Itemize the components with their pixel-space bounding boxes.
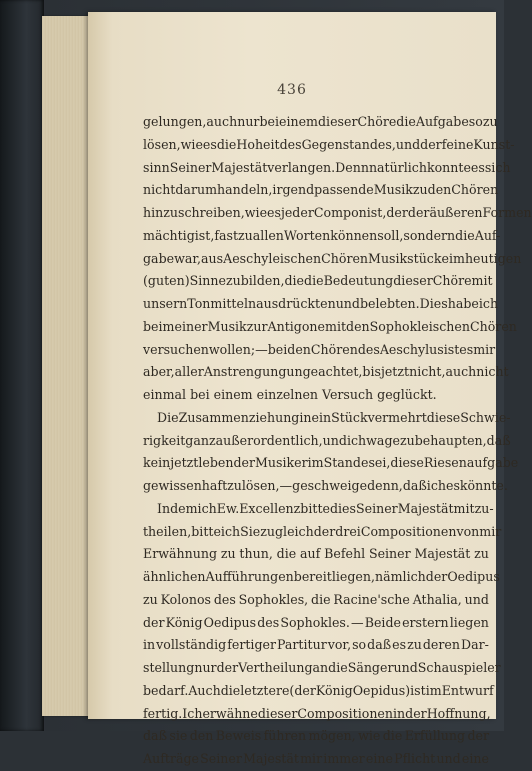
text-line: gelungen, auch nur bei einem dieser Chöre die Aufgabe so zu bbox=[143, 114, 498, 129]
text-line: zu Kolonos des Sophokles, die Racine'sche Athalia, und bbox=[143, 591, 489, 607]
text-line: theilen, bitte ich Sie zugleich der drei Compositionen von mir bbox=[143, 523, 502, 539]
text-line: Aufträge Seiner Majestät mir immer eine Pflicht und eine bbox=[143, 751, 489, 766]
text-line: nicht darum handeln, irgend passende Musik zu den Chören bbox=[143, 182, 499, 198]
text-line: sinn Seiner Majestät verlangen. Denn natürlich konnte es sich bbox=[143, 159, 511, 175]
text-line: aber, aller Anstrengung ungeachtet, bis jetzt nicht, auch nicht bbox=[143, 364, 509, 380]
text-line: bedarf. Auch die letztere (der König Oepidus) ist im Entwurf bbox=[143, 682, 494, 698]
text-line: Erwähnung zu thun, die auf Befehl Seiner Majestät zu bbox=[143, 546, 489, 562]
text-line: in vollständig fertiger Partitur vor, so daß es zu deren Dar- bbox=[143, 637, 489, 653]
text-line: kein jetzt lebender Musiker im Stande sei, diese Riesenaufgabe bbox=[143, 455, 519, 471]
text-line: hinzuschreiben, wie es jeder Componist, der der äußeren Formen bbox=[143, 205, 532, 220]
text-line: stellung nur der Vertheilung an die Sänger und Schauspieler bbox=[143, 660, 501, 675]
text-line: der König Oedipus des Sophokles. — Beide erstern liegen bbox=[143, 614, 489, 630]
text-line: mächtig ist, fast zu allen Worten können soll, sondern die Auf- bbox=[143, 227, 501, 243]
text-line: versuchen wollen; — bei den Chören des Aeschylus ist es mir bbox=[143, 341, 496, 357]
text-line: unsern Tonmitteln ausdrückten und belebten. Dies habe ich bbox=[143, 296, 499, 311]
text-line: gabe war, aus Aeschyleischen Chören Musikstücke im heutigen bbox=[143, 250, 522, 266]
text-line: rigkeit ganz außerordentlich, und ich wage zu behaupten, daß bbox=[143, 432, 511, 448]
text-line: fertig. Ich erwähne dieser Compositionen in der Hoffnung, bbox=[143, 705, 491, 721]
book-spine bbox=[0, 0, 44, 731]
book-page bbox=[88, 12, 532, 766]
text-line: Indem ich Ew. Excellenz bitte dies Seiner Majestät mitzu- bbox=[157, 500, 494, 516]
page-number: 436 bbox=[277, 82, 307, 98]
text-line: lösen, wie es die Hoheit des Gegenstandes, und der feine Kunst- bbox=[143, 136, 515, 152]
text-line: daß sie den Beweis führen mögen, wie die Erfüllung der bbox=[143, 728, 489, 744]
text-line: Die Zusammenziehung in ein Stück vermehrt diese Schwie- bbox=[157, 409, 511, 425]
text-line: bei meiner Musik zur Antigone mit den Sophokleischen Chören bbox=[143, 318, 517, 334]
text-line: (guten) Sinne zu bilden, die die Bedeutung dieser Chöre mit bbox=[143, 273, 493, 289]
body-text bbox=[143, 111, 532, 771]
text-line: ähnlichen Aufführungen bereit liegen, nämlich der Oedipus bbox=[143, 569, 500, 584]
text-line: einmal bei einem einzelnen Versuch geglückt. bbox=[143, 387, 437, 402]
text-line: gewissenhaft zu lösen, — geschweige denn, daß ich es könnte. bbox=[143, 478, 508, 493]
